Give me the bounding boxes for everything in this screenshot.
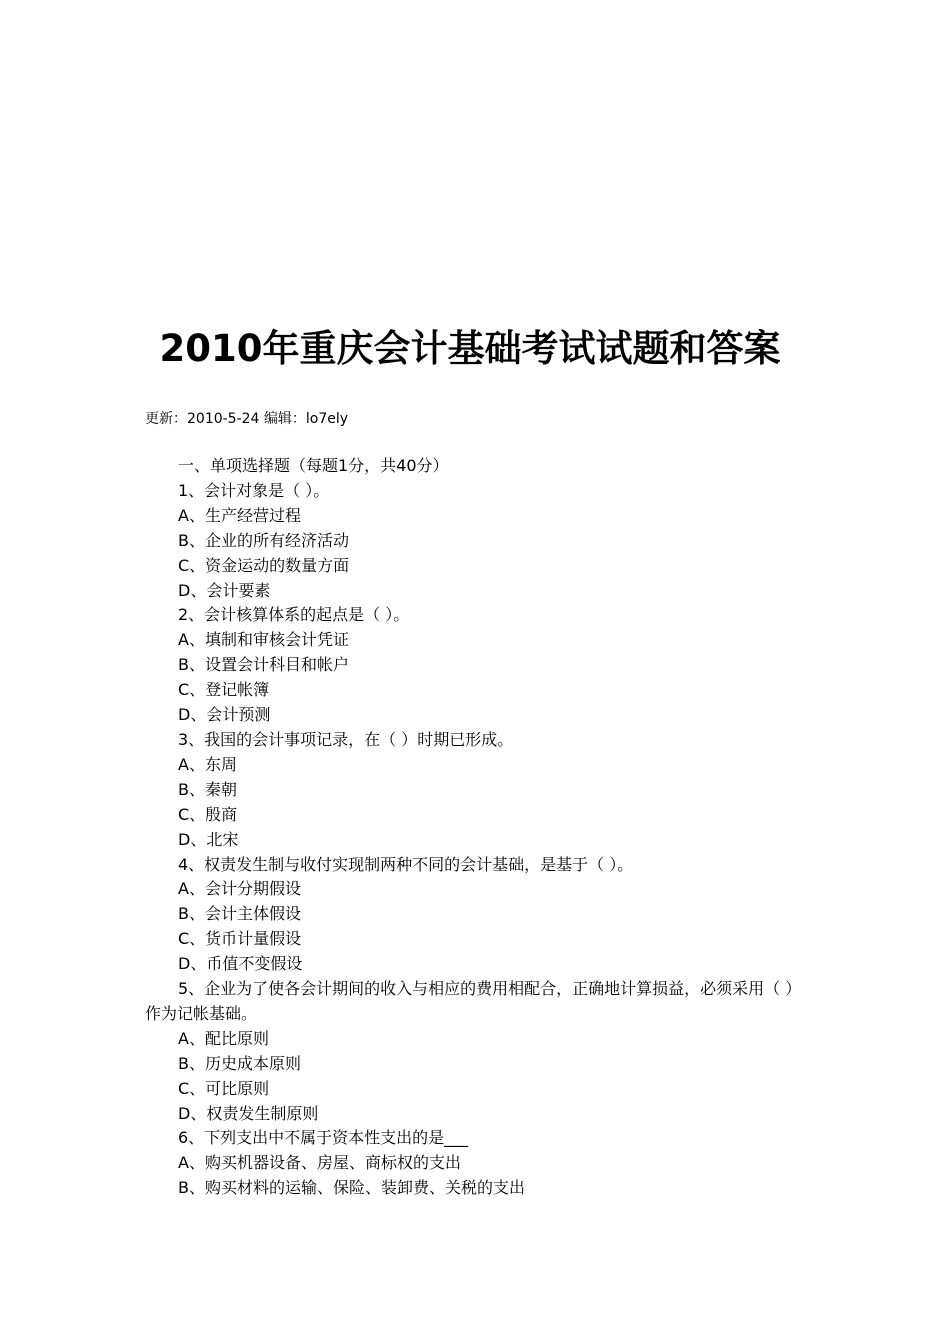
option-line: B、历史成本原则: [178, 1053, 301, 1073]
option-line: D、会计要素: [178, 580, 271, 600]
document-title: 2010年重庆会计基础考试试题和答案: [159, 327, 781, 370]
option-line: D、币值不变假设: [178, 954, 303, 974]
question-1: 1、会计对象是（ ）。: [178, 480, 330, 500]
option-line: B、秦朝: [178, 779, 237, 799]
option-line: A、配比原则: [178, 1028, 269, 1048]
option-line: B、会计主体假设: [178, 904, 301, 924]
option-line: A、会计分期假设: [178, 879, 301, 899]
option-line: A、东周: [178, 754, 237, 774]
option-line: B、企业的所有经济活动: [178, 530, 349, 550]
option-line: C、可比原则: [178, 1078, 270, 1098]
question-5: 5、企业为了使各会计期间的收入与相应的费用相配合，正确地计算损益，必须采用（ ）作为记帐基础。: [145, 979, 802, 1023]
option-line: D、北宋: [178, 829, 239, 849]
option-line: C、殷商: [178, 804, 238, 824]
option-line: C、登记帐簿: [178, 680, 270, 700]
document-body: [145, 454, 805, 1201]
document-meta: 更新：2010-5-24 编辑：lo7ely: [145, 411, 349, 427]
option-line: A、生产经营过程: [178, 505, 301, 525]
question-4: 4、权责发生制与收付实现制两种不同的会计基础，是基于（ ）。: [178, 854, 634, 874]
section-heading: 一、单项选择题（每题1分，共40分）: [178, 456, 449, 475]
option-line: B、购买材料的运输、保险、装卸费、关税的支出: [178, 1178, 525, 1198]
option-line: C、资金运动的数量方面: [178, 555, 350, 575]
option-line: A、填制和审核会计凭证: [178, 630, 349, 650]
question-2: 2、会计核算体系的起点是（ ）。: [178, 605, 410, 625]
option-line: B、设置会计科目和帐户: [178, 655, 349, 675]
question-3: 3、我国的会计事项记录，在（ ）时期已形成。: [178, 729, 514, 749]
option-line: C、货币计量假设: [178, 929, 302, 949]
option-line: A、购买机器设备、房屋、商标权的支出: [178, 1153, 461, 1173]
option-line: D、权责发生制原则: [178, 1103, 319, 1123]
option-line: D、会计预测: [178, 705, 271, 725]
question-6: 6、下列支出中不属于资本性支出的是___: [178, 1128, 469, 1148]
